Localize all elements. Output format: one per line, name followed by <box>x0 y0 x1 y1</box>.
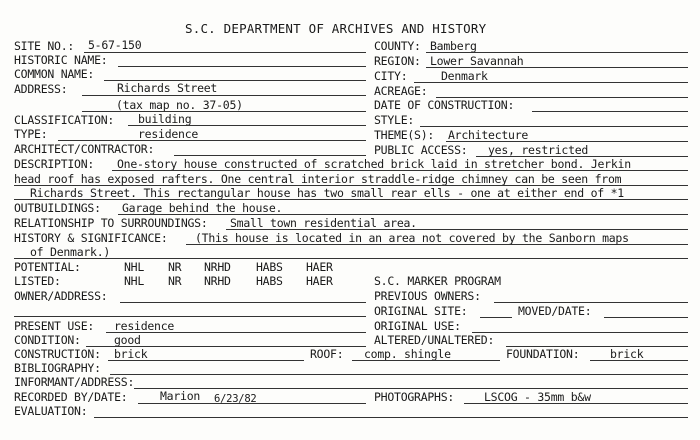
foundation-value: brick <box>610 347 644 361</box>
relationship-line <box>226 229 688 230</box>
type-label: TYPE: <box>14 127 48 141</box>
informant-line <box>134 388 688 389</box>
recorded-by-line <box>138 403 366 404</box>
photographs-label: PHOTOGRAPHS: <box>374 390 455 404</box>
history-line-1: (This house is located in an area not covered by the Sanborn maps <box>195 231 629 245</box>
bibliography-label: BIBLIOGRAPHY: <box>14 361 101 375</box>
original-site-label: ORIGINAL SITE: <box>374 304 468 318</box>
original-site-line <box>480 317 512 318</box>
public-access-label: PUBLIC ACCESS: <box>374 143 468 157</box>
address-line-2 <box>82 111 366 112</box>
condition-label: CONDITION: <box>14 333 81 347</box>
site-no-label: SITE NO.: <box>14 39 75 53</box>
potential-label: POTENTIAL: <box>14 260 81 274</box>
moved-date-label: MOVED/DATE: <box>518 304 592 318</box>
condition-value: good <box>114 333 141 347</box>
address-value: Richards Street <box>117 81 218 95</box>
style-label: STYLE: <box>374 113 415 127</box>
owner-address-line-2 <box>14 316 366 317</box>
card-title: S.C. DEPARTMENT OF ARCHIVES AND HISTORY <box>185 21 487 36</box>
listed-haer: HAER <box>306 274 333 288</box>
listed-nr: NR <box>168 274 182 288</box>
listed-habs: HABS <box>256 274 283 288</box>
roof-value: comp. shingle <box>364 347 451 361</box>
moved-date-line <box>604 317 688 318</box>
evaluation-label: EVALUATION: <box>14 404 88 418</box>
present-use-label: PRESENT USE: <box>14 319 95 333</box>
bibliography-line <box>110 374 688 375</box>
theme-value: Architecture <box>448 128 529 142</box>
previous-owners-label: PREVIOUS OWNERS: <box>374 289 481 303</box>
relationship-value: Small town residential area. <box>230 216 417 230</box>
historic-name-line <box>118 66 366 67</box>
construction-label: CONSTRUCTION: <box>14 347 101 361</box>
county-label: COUNTY: <box>374 39 421 53</box>
description-line-3: Richards Street. This rectangular house has two small rear ells - one at either end of *1 <box>30 186 624 200</box>
description-line-2: head roof has exposed rafters. One central interior straddle-ridge chimney can be seen from <box>14 172 622 186</box>
type-line <box>58 140 366 141</box>
acreage-label: ACREAGE: <box>374 84 428 98</box>
public-access-value: yes, restricted <box>488 143 589 157</box>
potential-habs: HABS <box>256 260 283 274</box>
history-line-2: of Denmark.) <box>30 245 111 259</box>
marker-program-label: S.C. MARKER PROGRAM <box>374 274 501 288</box>
description-line-1: One-story house constructed of scratched brick laid in stretcher bond. Jerkin <box>117 157 631 171</box>
previous-owners-line <box>494 302 688 303</box>
region-value: Lower Savannah <box>430 54 524 68</box>
potential-nr: NR <box>168 260 182 274</box>
listed-nrhd: NRHD <box>204 274 231 288</box>
present-use-value: residence <box>114 319 175 333</box>
construction-line <box>108 360 304 361</box>
relationship-label: RELATIONSHIP TO SURROUNDINGS: <box>14 216 208 230</box>
informant-label: INFORMANT/ADDRESS: <box>14 375 135 389</box>
altered-label: ALTERED/UNALTERED: <box>374 333 495 347</box>
original-use-label: ORIGINAL USE: <box>374 319 461 333</box>
potential-nrhd: NRHD <box>204 260 231 274</box>
roof-line <box>352 360 500 361</box>
region-label: REGION: <box>374 54 421 68</box>
city-line <box>414 82 688 83</box>
city-label: CITY: <box>374 69 408 83</box>
historic-name-label: HISTORIC NAME: <box>14 53 108 67</box>
outbuildings-line <box>118 214 688 215</box>
date-construction-line <box>532 111 688 112</box>
common-name-label: COMMON NAME: <box>14 67 95 81</box>
type-value: residence <box>138 127 199 141</box>
county-value: Bamberg <box>430 39 477 53</box>
owner-address-line <box>120 302 366 303</box>
recorded-by-value: Marion <box>160 389 201 403</box>
recorded-by-label: RECORDED BY/DATE: <box>14 390 128 404</box>
region-line <box>426 67 688 68</box>
description-underline-1 <box>112 170 688 171</box>
construction-value: brick <box>114 347 148 361</box>
address-tax-map: (tax map no. 37-05) <box>116 98 243 112</box>
theme-line <box>446 141 688 142</box>
history-underline-1 <box>186 244 688 245</box>
site-no-line <box>84 52 366 53</box>
potential-haer: HAER <box>306 260 333 274</box>
city-value: Denmark <box>441 69 488 83</box>
photographs-value: LSCOG - 35mm b&w <box>484 390 591 404</box>
address-line <box>82 95 366 96</box>
history-underline-2 <box>14 258 688 259</box>
architect-label: ARCHITECT/CONTRACTOR: <box>14 142 155 156</box>
classification-line <box>128 125 366 126</box>
foundation-line <box>590 360 688 361</box>
description-label: DESCRIPTION: <box>14 157 95 171</box>
recorded-date-value: 6/23/82 <box>214 393 257 405</box>
original-use-line <box>472 332 688 333</box>
outbuildings-value: Garage behind the house. <box>122 201 283 215</box>
roof-label: ROOF: <box>310 347 344 361</box>
date-construction-label: DATE OF CONSTRUCTION: <box>374 98 515 112</box>
outbuildings-label: OUTBUILDINGS: <box>14 201 101 215</box>
listed-label: LISTED: <box>14 274 61 288</box>
classification-value: building <box>138 112 192 126</box>
description-underline-3 <box>14 199 688 200</box>
address-label: ADDRESS: <box>14 82 68 96</box>
classification-label: CLASSIFICATION: <box>14 113 115 127</box>
theme-label: THEME(S): <box>374 128 435 142</box>
site-no-value: 5-67-150 <box>88 38 142 52</box>
architect-line <box>174 155 366 156</box>
present-use-line <box>106 332 366 333</box>
foundation-label: FOUNDATION: <box>506 347 580 361</box>
photographs-line <box>464 403 688 404</box>
owner-address-label: OWNER/ADDRESS: <box>14 289 108 303</box>
listed-nhl: NHL <box>124 274 145 288</box>
style-line <box>420 126 688 127</box>
history-label: HISTORY & SIGNIFICANCE: <box>14 231 168 245</box>
potential-nhl: NHL <box>124 260 145 274</box>
evaluation-line <box>94 417 688 418</box>
county-line <box>426 52 688 53</box>
